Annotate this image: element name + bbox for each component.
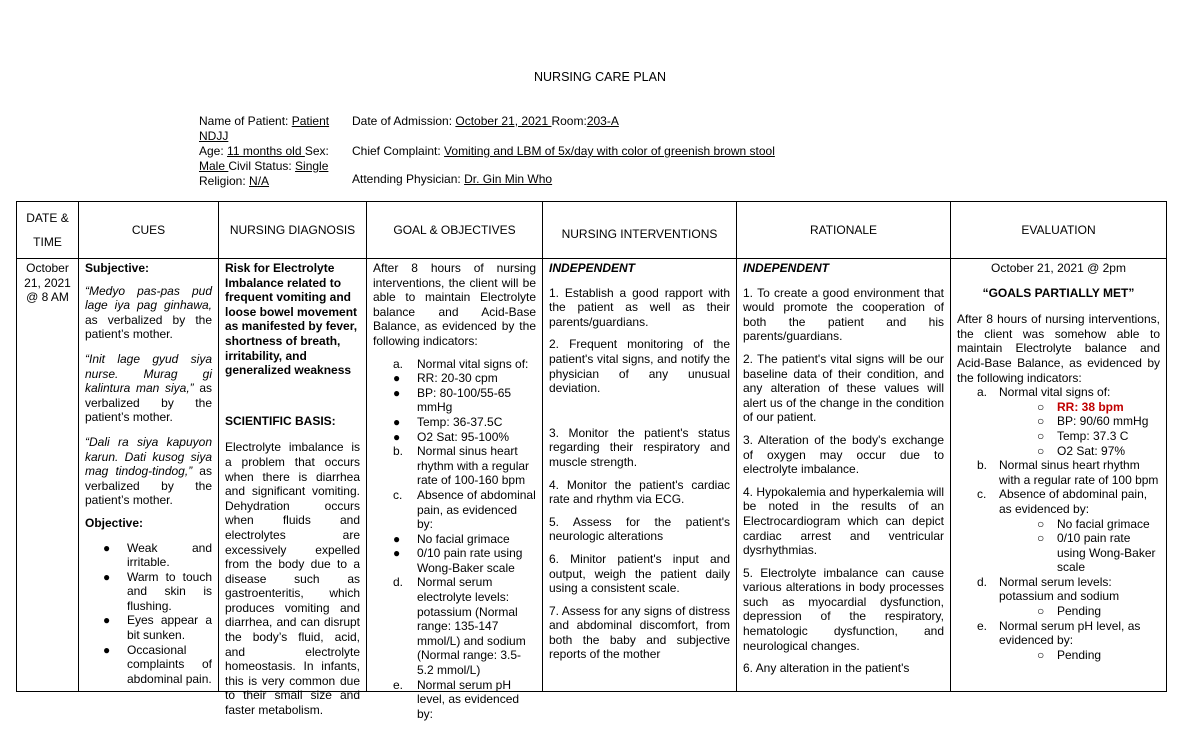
- list-item: ○ No facial grimace: [1037, 516, 1150, 531]
- quote-1: “Medyo pas-pas pud lage iya pag ginhawa, as verbalized by the patient’s mother.: [85, 283, 212, 342]
- list-item: ○ 0/10 pain rate using Wong-Baker scale: [1037, 531, 1156, 575]
- list-item: ● 0/10 pain rate using Wong-Baker scale: [393, 546, 523, 575]
- cues-cell: Subjective: “Medyo pas-pas pud lage iya pag ginhawa, as verbalized by the patient’s mother. “Init lage gyud siya nurse. Murag gi kalintura man siya,” as verbalized by the patient’s mother. “Dali ra siya kapuyon karun. Dati kusog siya mag tindog-tindog,” as verbalized by the patient’s mother. Objective: ● Weak and irritable. ● Warm to touch and skin is flushing. ● Eyes appear a bit sunken. ● Occasional complaints of abdominal pain.: [79, 259, 219, 692]
- diagnosis-cell: Risk for Electrolyte Imbalance related to frequent vomiting and loose bowel movement as manifested by fever, shortness of breath, irritability, and generalized weakness SCIENTIFIC BASIS: Electrolyte imbalance is a problem that occurs when there is diarrhea and significant vomiting. Dehydration occurs when fluids and electrolytes are excessively expelled from the body due to a disease such as gastroenteritis, which produces vomiting and diarrhea, and can disrupt the body’s fluid, acid, and electrolyte homeostasis. In infants, this is very common due to their small size and faster metabolism.: [219, 259, 367, 692]
- list-item: b. Normal sinus heart rhythm with a regular rate of 100 bpm: [977, 458, 1159, 487]
- list-item: c. Absence of abdominal pain, as evidenced by:: [393, 487, 536, 532]
- rationale-cell: INDEPENDENT 1. To create a good environment that would promote the cooperation of both the patient and his parents/guardians. 2. The patient's vital signs will be our baseline data of their condition, and any alteration of these values will alert us of the change in the condition of our patient. 3. Alteration of the body's exchange of oxygen may occur due to electrolyte imbalance. 4. Hypokalemia and hyperkalemia will be noted in the results of an Electrocardiogram which can depict cardiac arrest and ventricular dysrhythmias. 5. Electrolyte imbalance can cause various alterations in body processes such as myocardial dysfunction, depression of the respiratory, hematologic dysfunction, and neurological changes. 6. Any alteration in the patient's: [737, 259, 951, 692]
- list-item: e. Normal serum pH level, as evidenced by:: [393, 677, 520, 721]
- evaluation-cell: October 21, 2021 @ 2pm “GOALS PARTIALLY MET” After 8 hours of nursing interventions, the client was somehow able to maintain Electrolyte balance and Acid-Base Balance, as evidenced by the following indicators: a. Normal vital signs of: ○ RR: 38 bpm ○ BP: 90/60 mmHg ○ Temp: 37.3 C ○ O2 Sat: 97% b. Normal sinus heart rhythm with a regular rate of 100 bpm c. Absence of abdominal pain, as evidenced by: ○ No facial grimace ○ 0/10 pain rate using Wong-Baker scale d. Normal serum levels: potassium and sodium ○ Pending e. Normal serum pH level, as evidenced by: ○ Pending: [951, 259, 1167, 692]
- evaluation-status: “GOALS PARTIALLY MET”: [982, 285, 1135, 300]
- list-item: a. Normal vital signs of:: [977, 385, 1111, 400]
- goals-cell: After 8 hours of nursing interventions, the client will be able to maintain Electrolyte balance and Acid-Base Balance, as evidenced by the following indicators: a. Normal vital signs of: ● RR: 20-30 cpm ● BP: 80-100/55-65 mmHg ● Temp: 36-37.5C ● O2 Sat: 95-100% b. Normal sinus heart rhythm with a regular rate of 100-160 bpm c. Absence of abdominal pain, as evidenced by: ● No facial grimace ● 0/10 pain rate using Wong-Baker scale d. Normal serum electrolyte levels: potassium (Normal range: 135-147 mmol/L) and sodium (Normal range: 3.5-5.2 mmol/L) e. Normal serum pH level, as evidenced by:: [367, 259, 543, 692]
- care-plan-table: [16, 201, 1167, 721]
- list-item: ● No facial grimace: [393, 531, 510, 546]
- list-item: c. Absence of abdominal pain, as evidenced by:: [977, 487, 1148, 516]
- list-item: ● Eyes appear a bit sunken.: [103, 613, 212, 643]
- quote-2: “Init lage gyud siya nurse. Murag gi kalintura man siya,” as verbalized by the patient’s mother.: [85, 351, 212, 425]
- quote-3: “Dali ra siya kapuyon karun. Dati kusog siya mag tindog-tindog,” as verbalized by the patient’s mother.: [85, 434, 212, 508]
- admission-date: Date of Admission: October 21, 2021 Room:203-A: [352, 114, 619, 128]
- list-item: ● BP: 80-100/55-65 mmHg: [393, 385, 512, 415]
- table-row: [17, 259, 1167, 692]
- patient-age-sex: Age: 11 months old Sex: Male Civil Status: Single: [199, 144, 329, 173]
- chief-complaint: Chief Complaint: Vomiting and LBM of 5x/day with color of greenish brown stool: [352, 144, 775, 158]
- patient-info-right: [352, 114, 972, 187]
- col-interventions: NURSING INTERVENTIONS: [543, 202, 737, 259]
- list-item: d. Normal serum levels: potassium and sodium: [977, 574, 1120, 604]
- list-item: ● Warm to touch and skin is flushing.: [103, 569, 212, 613]
- list-item: ● Weak and irritable.: [103, 540, 212, 570]
- list-item: ● O2 Sat: 95-100%: [393, 429, 510, 444]
- patient-religion: Religion: N/A: [199, 174, 270, 188]
- list-item: ○ Pending: [1037, 604, 1102, 619]
- col-rationale: RATIONALE: [737, 202, 951, 259]
- list-item: ○ RR: 38 bpm: [1037, 399, 1124, 414]
- list-item: e. Normal serum pH level, as evidenced by:: [977, 618, 1141, 648]
- diagnosis-statement: Risk for Electrolyte Imbalance related to frequent vomiting and loose bowel movement as manifested by fever, shortness of breath, irritability, and generalized weakness: [225, 261, 358, 378]
- list-item: ○ Pending: [1037, 647, 1102, 662]
- list-item: ○ O2 Sat: 97%: [1037, 443, 1126, 458]
- list-item: b. Normal sinus heart rhythm with a regular rate of 100-160 bpm: [393, 444, 530, 488]
- list-item: ○ BP: 90/60 mmHg: [1037, 414, 1149, 429]
- list-item: d. Normal serum electrolyte levels: potassium (Normal range: 135-147 mmol/L) and sodium (Normal range: 3.5-5.2 mmol/L): [393, 575, 526, 678]
- col-diagnosis: NURSING DIAGNOSIS: [219, 202, 367, 259]
- list-item: ● Temp: 36-37.5C: [393, 414, 503, 429]
- list-item: ○ Temp: 37.3 C: [1037, 428, 1129, 443]
- list-item: a. Normal vital signs of:: [393, 356, 529, 371]
- table-header-row: [17, 202, 1167, 259]
- interventions-cell: INDEPENDENT 1. Establish a good rapport with the patient as well as their parents/guardians. 2. Frequent monitoring of the patient's vital signs, and notify the physician of any unusual deviation. 3. Monitor the patient's status regarding their respiratory and muscle strength. 4. Monitor the patient's cardiac rate and rhythm via ECG. 5. Assess for the patient's neurologic alterations 6. Minitor patient's input and output, weigh the patient daily using a consistent scale. 7. Assess for any signs of distress and abdominal discomfort, from both the baby and subjective reports of the mother: [543, 259, 737, 692]
- col-evaluation: EVALUATION: [951, 202, 1167, 259]
- list-item: ● Occasional complaints of abdominal pain.: [103, 642, 212, 686]
- attending-physician: Attending Physician: Dr. Gin Min Who: [352, 172, 553, 186]
- patient-info-left: [199, 114, 339, 189]
- list-item: ● RR: 20-30 cpm: [393, 371, 498, 386]
- scientific-basis-text: Electrolyte imbalance is a problem that occurs when there is diarrhea and significant vomiting. Dehydration occurs when fluids and electrolytes are excessively expelled from the body due to a disease such as gastroenteritis, which produces vomiting and diarrhea, and can disrupt the body’s fluid, acid, and electrolyte homeostasis. In infants, this is very common due to their small size and faster metabolism.: [225, 440, 360, 718]
- patient-name: Name of Patient: Patient NDJJ: [199, 114, 330, 143]
- col-date-time: DATE & TIME: [17, 202, 79, 259]
- col-cues: CUES: [79, 202, 219, 259]
- col-goals: GOAL & OBJECTIVES: [367, 202, 543, 259]
- date-cell: October 21, 2021 @ 8 AM: [17, 259, 79, 692]
- page-title: NURSING CARE PLAN: [534, 70, 666, 84]
